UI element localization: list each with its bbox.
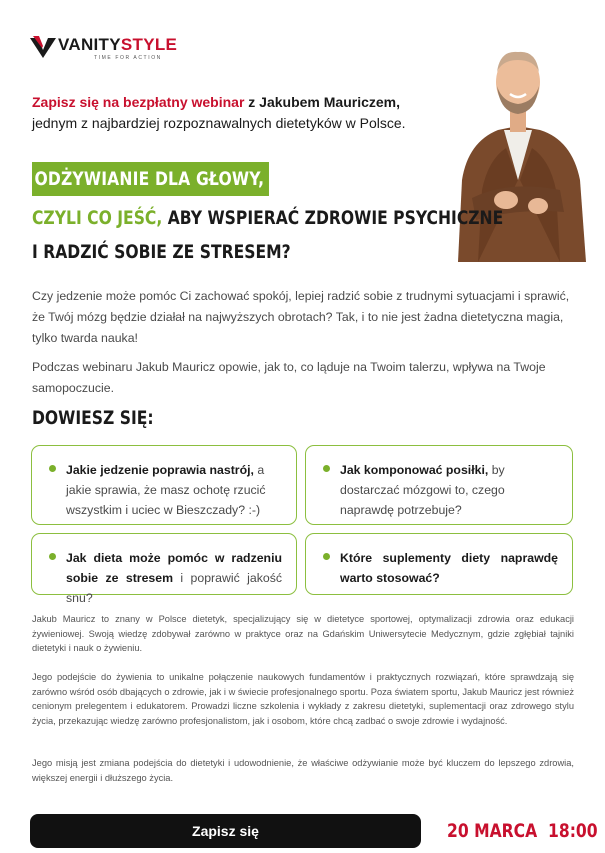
event-datetime	[447, 820, 598, 842]
topic-card-text: by dostarczać mózgowi to, czego naprawdę potrzebuje?	[340, 463, 505, 517]
intro-host: z Jakubem Mauriczem,	[244, 94, 401, 110]
topic-card	[31, 533, 297, 605]
bullet-dot-icon	[49, 553, 56, 560]
headline-green-part: CZYLI CO JEŚĆ,	[32, 207, 163, 229]
logo-word-style: STYLE	[120, 35, 178, 54]
logo-tagline: TIME FOR ACTION	[94, 55, 162, 61]
intro-text	[32, 92, 432, 134]
event-date: 20 MARCA	[447, 820, 538, 842]
logo-wordmark	[58, 35, 177, 55]
topic-card-bold: Jakie jedzenie poprawia nastrój,	[66, 463, 254, 477]
description-paragraph-2: Podczas webinaru Jakub Mauricz opowie, jak to, co ląduje na Twoim talerzu, wpływa na Twoje samopoczucie.	[32, 360, 546, 395]
description-paragraph-1: Czy jedzenie może pomóc Ci zachować spokój, lepiej radzić sobie z trudnymi sytuacjami i sprawić, że Twój mózg będzie działał na najwyższych obrotach? Tak, i to nie jest żadna dietetyczna magia, tylko twarda nauka!	[32, 289, 570, 345]
bullet-dot-icon	[49, 465, 56, 472]
topic-card	[305, 533, 573, 595]
bullet-dot-icon	[323, 553, 330, 560]
learn-section-title: DOWIESZ SIĘ:	[32, 407, 154, 429]
headline-line3: I RADZIĆ SOBIE ZE STRESEM?	[32, 241, 291, 263]
bio-paragraph-2: Jego podejście do żywienia to unikalne połączenie naukowych fundamentów i praktycznych rozwiązań, które sprawdzają się zarówno wśród osób dbających o zdrowie, jak i w świecie profesjonalnego sportu. Poza światem sportu, Jakub Mauricz jest również cenionym prelegentem i edukatorem. Prowadzi liczne szkolenia i wykłady z zakresu dietetyki, suplementacji oraz zdrowego stylu życia, przekazując wiedzę zarówno profesjonalistom, jak i osobom, które chcą zadbać o swoje zdrowie i wydajność.	[32, 672, 574, 726]
bio-paragraph-1: Jakub Mauricz to znany w Polsce dietetyk, specjalizujący się w dietetyce sportowej, optymalizacji zdrowia oraz edukacji żywieniowej. Swoją wiedzę zdobywał zarówno w praktyce oraz na Gdańskim Uniwersytecie Medycznym, gdzie zgłębiał tajniki dietetyki i nauk o żywieniu.	[32, 614, 574, 653]
headline-line1: ODŻYWIANIE DLA GŁOWY,	[32, 162, 269, 196]
intro-line2: jednym z najbardziej rozpoznawalnych dietetyków w Polsce.	[32, 115, 406, 131]
signup-button[interactable]: Zapisz się	[30, 814, 421, 848]
headline-line2	[32, 207, 503, 229]
event-time: 18:00	[548, 820, 598, 842]
topic-card-text: a jakie sprawia, że masz ochotę rzucić wszystkim i uciec w Bieszczady? :-)	[66, 463, 266, 517]
topic-card-text: i poprawić jakość snu?	[66, 571, 282, 605]
intro-highlight: Zapisz się na bezpłatny webinar	[32, 94, 245, 110]
headline-rest-part: ABY WSPIERAĆ ZDROWIE PSYCHICZNE	[162, 207, 504, 229]
topic-card-bold: Jak dieta może pomóc w radzeniu sobie ze stresem	[66, 551, 282, 585]
logo-word-vanity: VANITY	[58, 35, 121, 54]
topic-card-bold: Które suplementy diety naprawdę warto stosować?	[340, 551, 558, 585]
bullet-dot-icon	[323, 465, 330, 472]
brand-logo	[30, 35, 178, 68]
bio-paragraph-3: Jego misją jest zmiana podejścia do dietetyki i udowodnienie, że właściwe odżywianie może być kluczem do lepszego zdrowia, większej energii i dłuższego życia.	[32, 758, 574, 783]
topic-card-bold: Jak komponować posiłki,	[340, 463, 489, 477]
topic-card	[305, 445, 573, 525]
vanitystyle-logo-mark-icon	[30, 36, 56, 58]
topic-card	[31, 445, 297, 525]
